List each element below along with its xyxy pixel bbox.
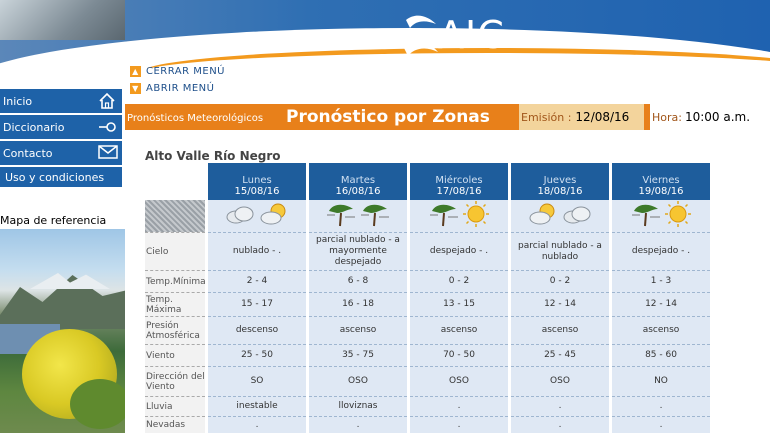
reference-map-image[interactable] [0,229,125,433]
row-label: Dirección del Viento [145,366,205,396]
forecast-cell-lluvia: . [410,396,508,416]
arrow-up-icon: ▲ [130,66,141,77]
day-header [208,163,306,200]
forecast-cell-viento: 25 - 45 [511,344,609,366]
aic-logo[interactable] [402,5,505,65]
time-box: Hora: 10:00 a.m. [650,104,770,130]
site-header [0,0,770,68]
day-column [208,163,306,433]
open-menu-link[interactable]: ▼ ABRIR MENÚ [130,83,214,94]
day-name: Miércoles [435,175,483,186]
day-column [511,163,609,433]
forecast-cell-viento: 35 - 75 [309,344,407,366]
logo-wave-icon [402,10,440,60]
row-label: Viento [145,344,205,366]
forecast-cell-tmin: 6 - 8 [309,270,407,292]
emission-date: 12/08/16 [575,110,630,124]
day-name: Viernes [642,175,680,186]
forecast-cell-tmax: 16 - 18 [309,292,407,316]
forecast-cell-dir: SO [208,366,306,396]
envelope-icon [98,144,116,162]
forecast-cell-lluvia: inestable [208,396,306,416]
forecast-cell-lluvia: . [511,396,609,416]
day-column [309,163,407,433]
forecast-cell-tmax: 13 - 15 [410,292,508,316]
forecast-cell-cielo: nublado - . [208,232,306,270]
forecast-cell-lluvia: . [612,396,710,416]
forecast-cell-tmin: 0 - 2 [410,270,508,292]
row-label: Lluvia [145,396,205,416]
forecast-cell-presion: ascenso [410,316,508,344]
windy-tree-icon [630,201,662,231]
day-name: Jueves [543,175,577,186]
forecast-cell-presion: ascenso [309,316,407,344]
day-name: Martes [340,175,376,186]
region-title: Alto Valle Río Negro [145,149,281,163]
cloud-icon [561,202,593,230]
row-label-column [145,200,205,433]
forecast-cell-nevadas: . [309,416,407,433]
emission-time: 10:00 a.m. [684,110,751,124]
forecast-cell-presion: descenso [208,316,306,344]
forecast-cell-cielo: despejado - . [410,232,508,270]
forecast-cell-lluvia: lloviznas [309,396,407,416]
forecast-cell-nevadas: . [511,416,609,433]
section-label: Pronósticos Meteorológicos [127,113,264,124]
forecast-cell-dir: OSO [309,366,407,396]
forecast-cell-viento: 85 - 60 [612,344,710,366]
forecast-cell-dir: NO [612,366,710,396]
forecast-cell-dir: OSO [410,366,508,396]
close-menu-link[interactable]: ▲ CERRAR MENÚ [130,66,225,77]
sun-icon [462,200,490,232]
forecast-cell-presion: ascenso [612,316,710,344]
windy-tree-icon [325,201,357,231]
key-icon [98,118,116,136]
forecast-cell-presion: ascenso [511,316,609,344]
day-header [511,163,609,200]
sidebar [0,80,125,433]
weather-icons [410,200,508,232]
weather-icons [208,200,306,232]
forecast-cell-tmax: 12 - 14 [511,292,609,316]
sidebar-item-diccionario[interactable]: Diccionario [0,115,122,139]
forecast-cell-cielo: despejado - . [612,232,710,270]
forecast-cell-nevadas: . [208,416,306,433]
page-title: Pronóstico por Zonas [286,107,490,127]
partly-cloudy-icon [258,202,290,230]
forecast-cell-nevadas: . [612,416,710,433]
weather-icons [309,200,407,232]
sidebar-item-uso-condiciones[interactable]: Uso y condiciones [0,167,122,187]
windy-tree-icon [359,201,391,231]
row-label: Temp. Máxima [145,292,205,316]
forecast-cell-nevadas: . [410,416,508,433]
map-reference-label: Mapa de referencia [0,214,107,227]
forecast-cell-cielo: parcial nublado - a mayormente despejado [309,232,407,270]
row-label: Presión Atmosférica [145,316,205,344]
day-date: 19/08/16 [638,186,684,197]
sun-icon [664,200,692,232]
day-column [410,163,508,433]
forecast-cell-tmax: 12 - 14 [612,292,710,316]
sidebar-item-inicio[interactable]: Inicio [0,89,122,113]
forecast-cell-viento: 70 - 50 [410,344,508,366]
day-header [410,163,508,200]
windy-tree-icon [428,201,460,231]
home-icon [98,92,116,110]
forecast-cell-tmin: 1 - 3 [612,270,710,292]
row-label: Nevadas [145,416,205,433]
emission-box: Emisión : 12/08/16 [519,104,644,130]
day-name: Lunes [242,175,272,186]
day-column [612,163,710,433]
sidebar-item-contacto[interactable]: Contacto [0,141,122,165]
header-photo [0,0,125,40]
cloud-icon [224,202,256,230]
day-header [309,163,407,200]
partly-cloudy-icon [527,202,559,230]
weather-icons [612,200,710,232]
forecast-cell-viento: 25 - 50 [208,344,306,366]
logo-text: AIC [438,13,505,57]
forecast-cell-dir: OSO [511,366,609,396]
forecast-cell-cielo: parcial nublado - a nublado [511,232,609,270]
day-date: 17/08/16 [436,186,482,197]
day-header [612,163,710,200]
weather-icons [511,200,609,232]
day-date: 18/08/16 [537,186,583,197]
row-label: Temp.Mínima [145,270,205,292]
title-bar [125,104,770,130]
forecast-cell-tmax: 15 - 17 [208,292,306,316]
forecast-cell-tmin: 2 - 4 [208,270,306,292]
forecast-cell-tmin: 0 - 2 [511,270,609,292]
day-date: 15/08/16 [234,186,280,197]
row-label: Cielo [145,232,205,270]
day-date: 16/08/16 [335,186,381,197]
arrow-down-icon: ▼ [130,83,141,94]
